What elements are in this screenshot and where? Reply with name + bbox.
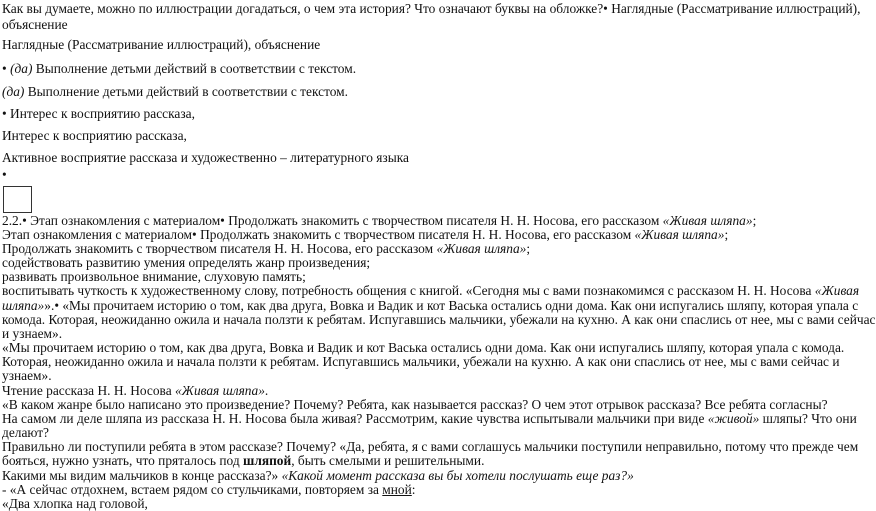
text-fragment: На самом ли деле шляпа из рассказа Н. Н. Носова была живая? Рассмотрим, какие чувства испытывали мальчики при виде (2, 410, 708, 426)
text-fragment: Продолжать знакомить с творчеством писателя Н. Н. Носова, его рассказом (2, 240, 437, 256)
text-fragment: Какими мы видим мальчиков в конце рассказа?» (2, 467, 282, 483)
text-line: комода. Которая, неожиданно ожила и начала ползти к ребятам. Испугавшись мальчики, убежали на кухню. А как они спаслись от нее, мы с вами сейчас (2, 311, 876, 327)
bullet-icon: • (2, 61, 7, 76)
text-fragment: . (264, 382, 269, 398)
text-fragment: бояться, нужно узнать, что пряталось под (2, 453, 244, 469)
text-line: «В каком жанре было написано это произведение? Почему? Ребята, как называется рассказ? О чем этот отрывок рассказа? Все ребята согласны? (2, 396, 828, 412)
italic-fragment: «Какой момент рассказа вы бы хотели послушать еще раз?» (281, 467, 634, 483)
text-line: развивать произвольное внимание, слуховую память; (2, 269, 306, 285)
text-fragment: ; (752, 212, 757, 228)
text-line (2, 454, 812, 468)
text-line (2, 228, 812, 242)
text-fragment: Чтение рассказа Н. Н. Носова (2, 382, 175, 398)
bullet-icon: • (54, 297, 60, 313)
section-number: 2.2. (2, 212, 23, 228)
text-line (2, 297, 859, 313)
text-fragment: Этап ознакомления с материалом (2, 226, 193, 242)
text-line (2, 410, 857, 426)
text-line: содействовать развитию умения определять жанр произведения; (2, 255, 371, 271)
text-line (2, 469, 812, 483)
text-fragment: ». (44, 297, 55, 313)
text-line: Правильно ли поступили ребята в этом рассказе? Почему? «Да, ребята, я с вами соглашусь мальчики поступили неправильно, потому что прежде чем (2, 439, 859, 455)
text-line: Которая, неожиданно ожила и начала ползти к ребятам. Испугавшись мальчики, убежали на кухню. А как они спаслись от нее, мы с вами сейчас и (2, 354, 840, 370)
text-line: и узнаем». (2, 325, 63, 341)
text-fragment: Выполнение детьми действий в соответствии с текстом. (32, 61, 357, 76)
text-line (2, 483, 812, 497)
text-line (2, 283, 860, 299)
text-fragment: ; (526, 240, 531, 256)
bold-fragment: шляпой (243, 453, 292, 469)
italic-fragment: «Живая шляпа» (634, 226, 725, 242)
text-fragment: - «А сейчас отдохнем, встаем рядом со стульчиками, повторяем за (2, 481, 383, 497)
italic-fragment: (да) (2, 84, 25, 99)
italic-fragment: «Живая шляпа» (436, 240, 527, 256)
image-placeholder (3, 186, 32, 213)
italic-fragment: «Живая шляпа» (174, 382, 265, 398)
italic-fragment: шляпа» (2, 297, 45, 313)
text-line: «Мы прочитаем историю о том, как два друга, Вовка и Вадик и кот Васька остались одни дома. Как они испугались шляпу, которая упала с комода. (2, 340, 845, 356)
italic-fragment: (да) (10, 61, 33, 76)
text-line: Интерес к восприятию рассказа, (2, 128, 187, 143)
text-line: объяснение (2, 17, 68, 32)
bullet-icon: • (192, 226, 197, 242)
text-fragment: Продолжать знакомить с творчеством писателя Н. Н. Носова, его рассказом (224, 212, 663, 228)
text-fragment: Наглядные (Рассматривание иллюстраций), (607, 1, 861, 16)
question-text: Как вы думаете, можно по иллюстрации догадаться, о чем эта история? Что означают буквы на обложке? (2, 1, 604, 16)
underlined-fragment: мной (382, 481, 412, 497)
text-fragment: ; (724, 226, 729, 242)
text-line (2, 1, 861, 16)
italic-fragment: «живой» (707, 410, 760, 426)
bullet-icon: • (2, 167, 7, 182)
italic-fragment: «Живая шляпа» (662, 212, 753, 228)
text-fragment: воспитывать чуткость к художественному слову, потребность общения с книгой. «Сегодня мы с вами познакомимся с рассказом Н. Н. Носова (2, 283, 815, 299)
text-fragment: Выполнение детьми действий в соответствии с текстом. (24, 84, 349, 99)
text-fragment: Интерес к восприятию рассказа, (6, 106, 195, 121)
text-line (2, 62, 812, 76)
text-fragment: «Мы прочитаем историю о том, как два друга, Вовка и Вадик и кот Васька остались одни дома. Как они испугались шляпу, которая упала с (59, 297, 859, 313)
text-fragment: , быть смелыми и решительными. (291, 453, 485, 469)
text-line: делают? (2, 425, 50, 441)
bullet-icon: • (603, 1, 608, 16)
text-fragment: Продолжать знакомить с творчеством писателя Н. Н. Носова, его рассказом (196, 226, 635, 242)
text-line (2, 242, 812, 256)
text-line: узнаем». (2, 368, 52, 384)
bullet-icon: • (2, 106, 7, 121)
bullet-icon: • (220, 212, 225, 228)
italic-fragment: «Живая (814, 283, 860, 299)
text-line: «Два хлопка над головой, (2, 496, 148, 511)
text-line (2, 107, 812, 121)
text-fragment: Этап ознакомления с материалом (26, 212, 221, 228)
text-line: Активное восприятие рассказа и художественно – литературного языка (2, 150, 409, 165)
bullet-icon: • (22, 212, 27, 228)
text-fragment: : (411, 481, 416, 497)
text-line (2, 384, 812, 398)
text-line (2, 214, 812, 228)
text-line: Наглядные (Рассматривание иллюстраций), объяснение (2, 37, 321, 52)
text-fragment: шляпы? Что они (759, 410, 857, 426)
text-line (2, 85, 812, 99)
